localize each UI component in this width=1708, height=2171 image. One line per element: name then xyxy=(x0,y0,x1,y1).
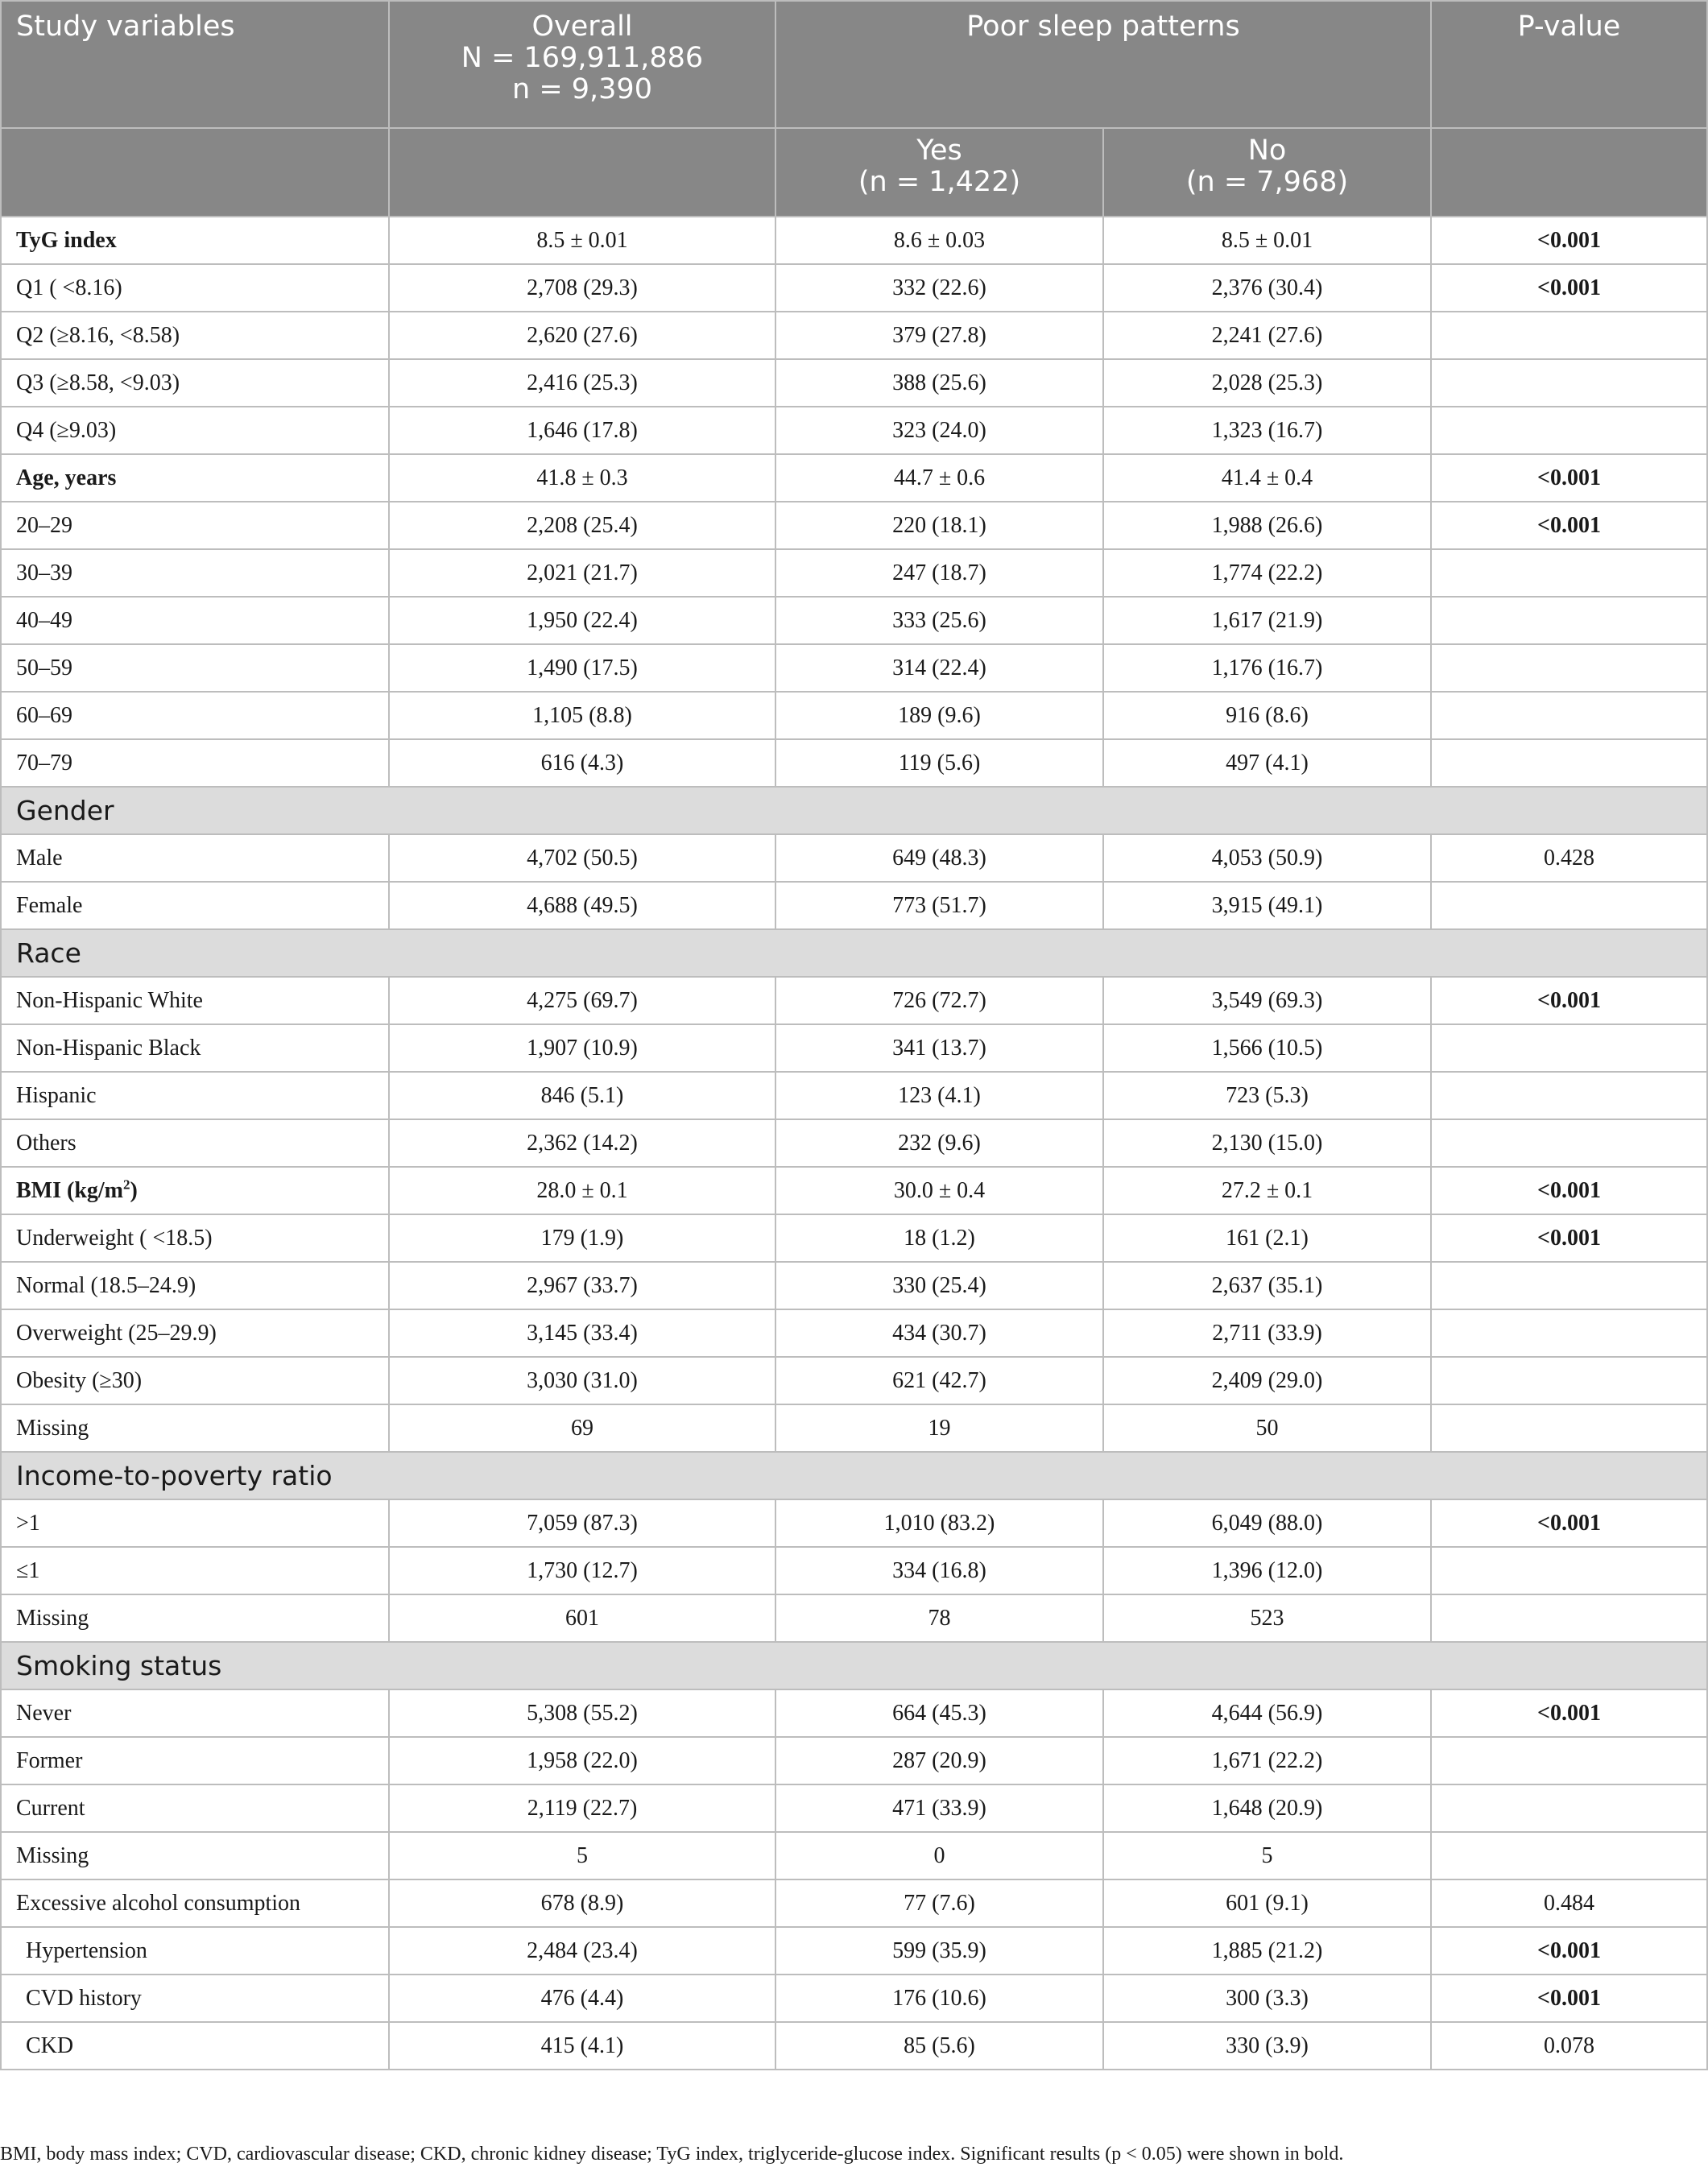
row-label xyxy=(1,882,389,929)
row-label xyxy=(1,359,389,407)
cell-overall: 1,907 (10.9) xyxy=(389,1024,775,1072)
row-label-text: Missing xyxy=(16,1605,89,1631)
cell-yes: 621 (42.7) xyxy=(775,1357,1103,1404)
table-row xyxy=(1,1404,1707,1452)
cell-no: 1,617 (21.9) xyxy=(1103,597,1431,644)
cell-overall: 2,021 (21.7) xyxy=(389,549,775,597)
cell-p-value: <0.001 xyxy=(1431,977,1707,1024)
row-label-text: TyG index xyxy=(16,227,117,253)
cell-yes: 773 (51.7) xyxy=(775,882,1103,929)
header-study-variables: Study variables xyxy=(1,1,389,128)
table-row xyxy=(1,1927,1707,1975)
section-header: Income-to-poverty ratio xyxy=(1,1452,1707,1499)
cell-no: 2,028 (25.3) xyxy=(1103,359,1431,407)
header-empty-variables xyxy=(1,128,389,217)
row-label-text: Q3 (≥8.58, <9.03) xyxy=(16,370,180,395)
row-label xyxy=(1,644,389,692)
cell-overall: 28.0 ± 0.1 xyxy=(389,1167,775,1214)
cell-p-value xyxy=(1431,1072,1707,1119)
cell-yes: 471 (33.9) xyxy=(775,1784,1103,1832)
table-row xyxy=(1,549,1707,597)
header-no-title: No xyxy=(1247,134,1287,167)
row-label-text: Hispanic xyxy=(16,1082,97,1108)
cell-no: 1,671 (22.2) xyxy=(1103,1737,1431,1784)
cell-yes: 333 (25.6) xyxy=(775,597,1103,644)
row-label xyxy=(1,502,389,549)
section-header: Smoking status xyxy=(1,1642,1707,1689)
row-label xyxy=(1,1072,389,1119)
cell-no: 161 (2.1) xyxy=(1103,1214,1431,1262)
cell-yes: 19 xyxy=(775,1404,1103,1452)
cell-no: 1,323 (16.7) xyxy=(1103,407,1431,454)
table-row xyxy=(1,1737,1707,1784)
row-label-text: 70–79 xyxy=(16,750,72,775)
row-label xyxy=(1,739,389,787)
row-label xyxy=(1,834,389,882)
cell-yes: 30.0 ± 0.4 xyxy=(775,1167,1103,1214)
row-label-text: CKD xyxy=(26,2032,74,2058)
cell-no: 1,176 (16.7) xyxy=(1103,644,1431,692)
cell-yes: 232 (9.6) xyxy=(775,1119,1103,1167)
cell-p-value xyxy=(1431,1024,1707,1072)
header-overall xyxy=(389,1,775,128)
cell-p-value: <0.001 xyxy=(1431,1214,1707,1262)
table-row xyxy=(1,1594,1707,1642)
row-label xyxy=(1,1119,389,1167)
cell-p-value xyxy=(1431,1832,1707,1879)
row-label-text: CVD history xyxy=(26,1985,142,2011)
header-yes-n: (n = 1,422) xyxy=(858,166,1021,198)
cell-no: 41.4 ± 0.4 xyxy=(1103,454,1431,502)
cell-p-value xyxy=(1431,1594,1707,1642)
row-label-text: Normal (18.5–24.9) xyxy=(16,1272,196,1298)
cell-p-value xyxy=(1431,549,1707,597)
row-label-text: Current xyxy=(16,1795,85,1821)
cell-p-value xyxy=(1431,1404,1707,1452)
cell-overall: 2,208 (25.4) xyxy=(389,502,775,549)
cell-no: 300 (3.3) xyxy=(1103,1975,1431,2022)
cell-yes: 649 (48.3) xyxy=(775,834,1103,882)
row-label xyxy=(1,312,389,359)
cell-no: 916 (8.6) xyxy=(1103,692,1431,739)
table-footnote: BMI, body mass index; CVD, cardiovascular disease; CKD, chronic kidney disease; TyG index, triglyceride-glucose index. Significant results (p < 0.05) were shown in bold. xyxy=(0,2144,1344,2165)
cell-no: 1,885 (21.2) xyxy=(1103,1927,1431,1975)
table-row xyxy=(1,1357,1707,1404)
cell-yes: 379 (27.8) xyxy=(775,312,1103,359)
cell-p-value: <0.001 xyxy=(1431,264,1707,312)
cell-overall: 69 xyxy=(389,1404,775,1452)
cell-p-value xyxy=(1431,1357,1707,1404)
section-header-row xyxy=(1,1642,1707,1689)
row-label-text: Others xyxy=(16,1130,77,1156)
table-row xyxy=(1,217,1707,264)
cell-no: 2,637 (35.1) xyxy=(1103,1262,1431,1309)
row-label xyxy=(1,1832,389,1879)
cell-p-value: 0.078 xyxy=(1431,2022,1707,2070)
table-row xyxy=(1,977,1707,1024)
cell-yes: 0 xyxy=(775,1832,1103,1879)
cell-no: 523 xyxy=(1103,1594,1431,1642)
row-label xyxy=(1,1167,389,1214)
cell-overall: 415 (4.1) xyxy=(389,2022,775,2070)
cell-yes: 341 (13.7) xyxy=(775,1024,1103,1072)
cell-yes: 726 (72.7) xyxy=(775,977,1103,1024)
row-label xyxy=(1,264,389,312)
row-label-text: ≤1 xyxy=(16,1557,40,1583)
cell-no: 2,409 (29.0) xyxy=(1103,1357,1431,1404)
header-row-2 xyxy=(1,128,1707,217)
cell-no: 330 (3.9) xyxy=(1103,2022,1431,2070)
table-row xyxy=(1,312,1707,359)
cell-overall: 1,105 (8.8) xyxy=(389,692,775,739)
table-row xyxy=(1,1784,1707,1832)
cell-no: 1,648 (20.9) xyxy=(1103,1784,1431,1832)
row-label xyxy=(1,1262,389,1309)
row-label xyxy=(1,1594,389,1642)
cell-yes: 18 (1.2) xyxy=(775,1214,1103,1262)
cell-p-value xyxy=(1431,1119,1707,1167)
table-row xyxy=(1,1262,1707,1309)
cell-yes: 332 (22.6) xyxy=(775,264,1103,312)
section-header: Gender xyxy=(1,787,1707,834)
cell-yes: 78 xyxy=(775,1594,1103,1642)
table-row xyxy=(1,1499,1707,1547)
section-header-row xyxy=(1,1452,1707,1499)
cell-p-value xyxy=(1431,407,1707,454)
cell-p-value xyxy=(1431,1737,1707,1784)
cell-no: 1,774 (22.2) xyxy=(1103,549,1431,597)
cell-no: 2,130 (15.0) xyxy=(1103,1119,1431,1167)
table-row xyxy=(1,597,1707,644)
header-empty-overall xyxy=(389,128,775,217)
row-label xyxy=(1,1737,389,1784)
cell-yes: 247 (18.7) xyxy=(775,549,1103,597)
table-row xyxy=(1,1214,1707,1262)
row-label xyxy=(1,1309,389,1357)
cell-yes: 77 (7.6) xyxy=(775,1879,1103,1927)
table-row xyxy=(1,1119,1707,1167)
cell-overall: 1,950 (22.4) xyxy=(389,597,775,644)
header-empty-p xyxy=(1431,128,1707,217)
table-row xyxy=(1,1072,1707,1119)
row-label-superscript: 2 xyxy=(123,1176,130,1193)
cell-p-value xyxy=(1431,312,1707,359)
cell-no: 497 (4.1) xyxy=(1103,739,1431,787)
table-row xyxy=(1,1689,1707,1737)
cell-overall: 1,646 (17.8) xyxy=(389,407,775,454)
cell-overall: 5,308 (55.2) xyxy=(389,1689,775,1737)
header-poor-sleep-patterns: Poor sleep patterns xyxy=(775,1,1431,128)
cell-overall: 476 (4.4) xyxy=(389,1975,775,2022)
cell-no: 1,566 (10.5) xyxy=(1103,1024,1431,1072)
cell-yes: 330 (25.4) xyxy=(775,1262,1103,1309)
cell-yes: 287 (20.9) xyxy=(775,1737,1103,1784)
row-label xyxy=(1,549,389,597)
cell-no: 4,644 (56.9) xyxy=(1103,1689,1431,1737)
cell-no: 1,396 (12.0) xyxy=(1103,1547,1431,1594)
cell-no: 6,049 (88.0) xyxy=(1103,1499,1431,1547)
header-row-1 xyxy=(1,1,1707,128)
cell-overall: 4,275 (69.7) xyxy=(389,977,775,1024)
row-label xyxy=(1,217,389,264)
row-label-text: Non-Hispanic White xyxy=(16,987,203,1013)
cell-no: 3,549 (69.3) xyxy=(1103,977,1431,1024)
row-label xyxy=(1,1784,389,1832)
row-label-text: Female xyxy=(16,892,83,918)
cell-no: 5 xyxy=(1103,1832,1431,1879)
cell-overall: 5 xyxy=(389,1832,775,1879)
cell-p-value xyxy=(1431,739,1707,787)
header-overall-N: N = 169,911,886 xyxy=(461,42,704,74)
row-label xyxy=(1,597,389,644)
table-row xyxy=(1,692,1707,739)
table-row xyxy=(1,1167,1707,1214)
table-row xyxy=(1,502,1707,549)
cell-p-value: <0.001 xyxy=(1431,1167,1707,1214)
row-label-text: Obesity (≥30) xyxy=(16,1367,143,1393)
cell-yes: 599 (35.9) xyxy=(775,1927,1103,1975)
cell-overall: 2,416 (25.3) xyxy=(389,359,775,407)
cell-p-value: <0.001 xyxy=(1431,1689,1707,1737)
cell-yes: 176 (10.6) xyxy=(775,1975,1103,2022)
cell-yes: 44.7 ± 0.6 xyxy=(775,454,1103,502)
cell-yes: 434 (30.7) xyxy=(775,1309,1103,1357)
row-label-text: Former xyxy=(16,1747,83,1773)
row-label-text: Male xyxy=(16,845,63,870)
cell-p-value: <0.001 xyxy=(1431,1927,1707,1975)
table-row xyxy=(1,1547,1707,1594)
row-label xyxy=(1,1927,389,1975)
row-label xyxy=(1,1357,389,1404)
row-label xyxy=(1,1024,389,1072)
cell-overall: 1,958 (22.0) xyxy=(389,1737,775,1784)
row-label xyxy=(1,977,389,1024)
cell-overall: 4,688 (49.5) xyxy=(389,882,775,929)
cell-yes: 189 (9.6) xyxy=(775,692,1103,739)
row-label-text: 60–69 xyxy=(16,702,72,728)
table-row xyxy=(1,407,1707,454)
row-label-text: Q2 (≥8.16, <8.58) xyxy=(16,322,180,348)
cell-p-value xyxy=(1431,882,1707,929)
table-row xyxy=(1,2022,1707,2070)
cell-overall: 846 (5.1) xyxy=(389,1072,775,1119)
cell-overall: 3,030 (31.0) xyxy=(389,1357,775,1404)
cell-overall: 179 (1.9) xyxy=(389,1214,775,1262)
row-label-text: Non-Hispanic Black xyxy=(16,1035,201,1061)
cell-no: 3,915 (49.1) xyxy=(1103,882,1431,929)
row-label xyxy=(1,1499,389,1547)
row-label xyxy=(1,1879,389,1927)
cell-p-value xyxy=(1431,1262,1707,1309)
table-row xyxy=(1,264,1707,312)
cell-overall: 7,059 (87.3) xyxy=(389,1499,775,1547)
cell-yes: 220 (18.1) xyxy=(775,502,1103,549)
row-label-text: Excessive alcohol consumption xyxy=(16,1890,301,1916)
cell-overall: 2,620 (27.6) xyxy=(389,312,775,359)
cell-p-value: <0.001 xyxy=(1431,454,1707,502)
row-label xyxy=(1,1975,389,2022)
table-row xyxy=(1,834,1707,882)
table-row xyxy=(1,1975,1707,2022)
row-label-text: Overweight (25–29.9) xyxy=(16,1320,217,1346)
row-label-text: Missing xyxy=(16,1415,89,1441)
cell-yes: 1,010 (83.2) xyxy=(775,1499,1103,1547)
cell-p-value: <0.001 xyxy=(1431,217,1707,264)
cell-no: 601 (9.1) xyxy=(1103,1879,1431,1927)
row-label-text: 20–29 xyxy=(16,512,72,538)
cell-no: 723 (5.3) xyxy=(1103,1072,1431,1119)
cell-yes: 85 (5.6) xyxy=(775,2022,1103,2070)
cell-overall: 2,484 (23.4) xyxy=(389,1927,775,1975)
row-label xyxy=(1,1689,389,1737)
header-p-value: P-value xyxy=(1431,1,1707,128)
row-label-text: BMI (kg/m xyxy=(16,1177,123,1203)
table-header xyxy=(1,1,1707,217)
cell-overall: 616 (4.3) xyxy=(389,739,775,787)
cell-yes: 8.6 ± 0.03 xyxy=(775,217,1103,264)
row-label-text: 30–39 xyxy=(16,560,72,585)
cell-p-value: <0.001 xyxy=(1431,1975,1707,2022)
cell-overall: 678 (8.9) xyxy=(389,1879,775,1927)
cell-overall: 1,730 (12.7) xyxy=(389,1547,775,1594)
cell-yes: 119 (5.6) xyxy=(775,739,1103,787)
section-header-row xyxy=(1,787,1707,834)
cell-no: 2,376 (30.4) xyxy=(1103,264,1431,312)
table-row xyxy=(1,1024,1707,1072)
table-row xyxy=(1,359,1707,407)
cell-yes: 314 (22.4) xyxy=(775,644,1103,692)
cell-p-value xyxy=(1431,359,1707,407)
header-yes xyxy=(775,128,1103,217)
cell-yes: 664 (45.3) xyxy=(775,1689,1103,1737)
header-no-n: (n = 7,968) xyxy=(1185,166,1349,198)
cell-no: 2,711 (33.9) xyxy=(1103,1309,1431,1357)
cell-p-value xyxy=(1431,597,1707,644)
row-label xyxy=(1,454,389,502)
cell-overall: 41.8 ± 0.3 xyxy=(389,454,775,502)
table-row xyxy=(1,1309,1707,1357)
cell-p-value: <0.001 xyxy=(1431,1499,1707,1547)
cell-overall: 1,490 (17.5) xyxy=(389,644,775,692)
cell-no: 4,053 (50.9) xyxy=(1103,834,1431,882)
row-label-suffix: ) xyxy=(130,1177,138,1203)
cell-overall: 2,708 (29.3) xyxy=(389,264,775,312)
row-label-text: >1 xyxy=(16,1510,40,1536)
row-label xyxy=(1,1214,389,1262)
cell-p-value: 0.484 xyxy=(1431,1879,1707,1927)
table-body xyxy=(1,217,1707,2070)
cell-p-value xyxy=(1431,1309,1707,1357)
header-yes-title: Yes xyxy=(916,134,962,167)
row-label xyxy=(1,1404,389,1452)
cell-overall: 601 xyxy=(389,1594,775,1642)
cell-no: 27.2 ± 0.1 xyxy=(1103,1167,1431,1214)
cell-yes: 323 (24.0) xyxy=(775,407,1103,454)
cell-p-value: 0.428 xyxy=(1431,834,1707,882)
row-label-text: Never xyxy=(16,1700,72,1726)
cell-no: 8.5 ± 0.01 xyxy=(1103,217,1431,264)
cell-p-value xyxy=(1431,1784,1707,1832)
row-label-text: 40–49 xyxy=(16,607,72,633)
cell-p-value xyxy=(1431,1547,1707,1594)
cell-p-value xyxy=(1431,692,1707,739)
cell-no: 1,988 (26.6) xyxy=(1103,502,1431,549)
section-header-row xyxy=(1,929,1707,977)
cell-no: 2,241 (27.6) xyxy=(1103,312,1431,359)
row-label-text: Age, years xyxy=(16,465,117,490)
cell-overall: 4,702 (50.5) xyxy=(389,834,775,882)
cell-p-value xyxy=(1431,644,1707,692)
header-overall-title: Overall xyxy=(531,10,633,43)
section-header: Race xyxy=(1,929,1707,977)
table-row xyxy=(1,1832,1707,1879)
table-row xyxy=(1,882,1707,929)
row-label xyxy=(1,2022,389,2070)
row-label-text: Q4 (≥9.03) xyxy=(16,417,117,443)
cell-overall: 2,119 (22.7) xyxy=(389,1784,775,1832)
cell-overall: 3,145 (33.4) xyxy=(389,1309,775,1357)
table-row xyxy=(1,1879,1707,1927)
table-row xyxy=(1,739,1707,787)
cell-overall: 2,967 (33.7) xyxy=(389,1262,775,1309)
header-no xyxy=(1103,128,1431,217)
row-label-text: Q1 ( <8.16) xyxy=(16,275,122,300)
table-row xyxy=(1,454,1707,502)
row-label xyxy=(1,407,389,454)
row-label-text: Hypertension xyxy=(26,1937,147,1963)
row-label xyxy=(1,692,389,739)
row-label-text: Missing xyxy=(16,1842,89,1868)
cell-yes: 123 (4.1) xyxy=(775,1072,1103,1119)
cell-yes: 334 (16.8) xyxy=(775,1547,1103,1594)
cell-no: 50 xyxy=(1103,1404,1431,1452)
cell-overall: 8.5 ± 0.01 xyxy=(389,217,775,264)
cell-yes: 388 (25.6) xyxy=(775,359,1103,407)
row-label-text: 50–59 xyxy=(16,655,72,680)
cell-p-value: <0.001 xyxy=(1431,502,1707,549)
row-label-text: Underweight ( <18.5) xyxy=(16,1225,213,1251)
row-label xyxy=(1,1547,389,1594)
header-overall-n: n = 9,390 xyxy=(512,73,652,105)
table-row xyxy=(1,644,1707,692)
cell-overall: 2,362 (14.2) xyxy=(389,1119,775,1167)
